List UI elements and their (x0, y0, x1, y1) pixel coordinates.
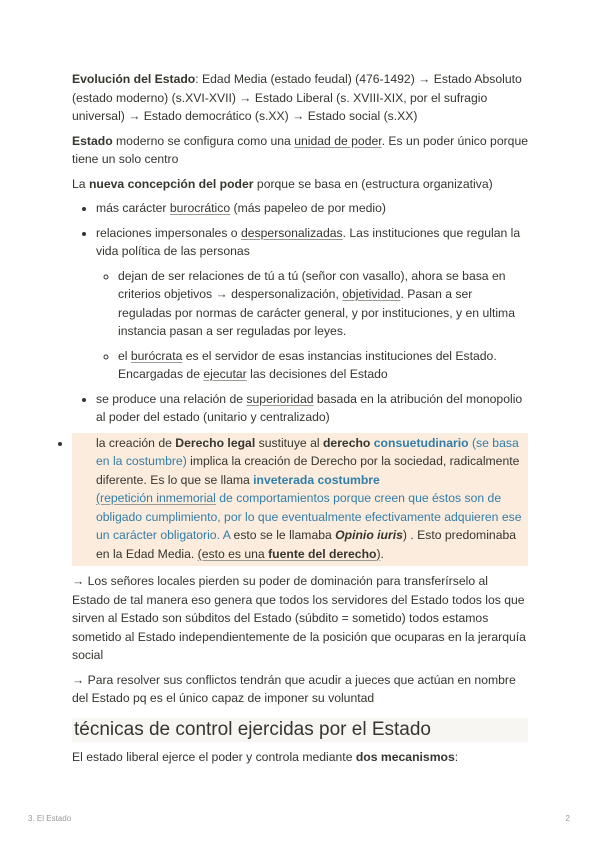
underlined-text: despersonalizadas (240, 225, 343, 240)
text: más carácter (96, 201, 170, 215)
footer-document-title: 3. El Estado (28, 814, 72, 823)
list-item-superioridad (96, 390, 528, 427)
sub-item-relaciones (118, 267, 528, 341)
document-page (72, 70, 528, 772)
footer-page-number: 2 (565, 814, 570, 823)
text: moderno se configura como una (112, 133, 295, 148)
text: : Edad Media (estado feudal) (476-1492) → Estado Absoluto (estado moderno) (s.XVI-XVII) → Estado Liberal (s. XVIII-XIX, por el sufragio universal) → Estado democrático (s.XX) → Estado social (s.XX) (72, 72, 522, 123)
text: esto se le llamaba (230, 528, 336, 542)
text: basada en la atribución del monopolio al poder del estado (unitario y centralizado) (96, 391, 523, 424)
bold-text: derecho (322, 435, 371, 450)
blue-bold-text: inveterada costumbre (253, 472, 380, 487)
bold-text: dos mecanismos (355, 749, 455, 764)
text: . Pasan a ser reguladas por normas de carácter general, y por instituciones, y en ultima instancia pasan a ser reguladas por leyes. (118, 287, 515, 338)
paragraph-senores-locales: → Los señores locales pierden su poder de dominación para transferírselo al Estado de tal manera eso genera que todos los servidores del Estado todos los que sirven al Estado son súbditos del Estado (súbdito = sometido) todos estamos sometido al Estado independientemente de la posición que ocuparas en la jerarquía social (72, 574, 526, 662)
underlined-text: ) (376, 546, 381, 561)
blue-text: (se basa en la costumbre) (96, 435, 519, 468)
underlined-text: objetividad (342, 287, 401, 301)
blue-underlined-text: (repetición inmemorial (96, 491, 216, 505)
underlined-text: unidad de poder (294, 133, 382, 148)
text: El estado liberal ejerce el poder y controla mediante (72, 749, 356, 764)
paragraph-evolucion (72, 70, 528, 126)
underlined-text: burocrático (169, 201, 231, 215)
sub-list (96, 267, 528, 384)
text: la creación de (96, 435, 176, 450)
paragraph-nueva-concepcion (72, 175, 528, 194)
text: implica la creación de Derecho por la sociedad, radicalmente diferente. Es lo que se llama (96, 454, 520, 487)
text: dejan de ser relaciones de tú a tú (señor con vasallo), ahora se basa en criterios objetivos → despersonalización, (118, 268, 506, 301)
paragraph-estado-moderno (72, 132, 528, 169)
underlined-bold-text: fuente del derecho (268, 546, 377, 561)
underlined-text: (esto es una (197, 546, 269, 561)
text: porque se basa en (estructura organizativa) (253, 176, 493, 191)
section-heading: técnicas de control ejercidas por el Estado (72, 718, 528, 742)
text: La (72, 176, 89, 191)
underlined-text: burócrata (130, 348, 183, 363)
text: ) . Esto predominaba en la Edad Media. (96, 528, 517, 561)
text: . Las instituciones que regulan la vida política de las personas (96, 225, 521, 258)
text: sustituye al (255, 435, 323, 450)
text: es el servidor de esas instancias instituciones del Estado. Encargadas de (118, 348, 497, 381)
text: se produce una relación de (96, 391, 247, 406)
bold-text: Estado (72, 133, 113, 148)
text: . (380, 546, 384, 561)
text: el (118, 348, 131, 363)
text: las decisiones del Estado (246, 367, 388, 381)
text: . Es un poder único porque tiene un solo centro (72, 133, 529, 166)
blue-bold-text: consuetudinario (373, 435, 469, 450)
underlined-text: superioridad (246, 391, 314, 406)
bold-text: Evolución del Estado (72, 72, 196, 86)
paragraph-mecanismos (72, 748, 528, 767)
bold-text: nueva concepción del poder (88, 176, 254, 191)
text: relaciones impersonales o (96, 225, 241, 240)
list-item-burocratico (96, 199, 528, 218)
bullet-list (72, 199, 528, 566)
list-item-impersonales (96, 224, 528, 384)
bold-italic-text: Opinio iuris (335, 528, 403, 542)
list-item-derecho-legal-highlighted (72, 433, 528, 567)
text: (más papeleo de por medio) (230, 201, 386, 215)
sub-item-burocrata (118, 347, 528, 384)
bold-text: Derecho legal (175, 435, 256, 450)
text: : (454, 749, 459, 764)
blue-text: de comportamientos porque creen que éstos son de obligado cumplimiento, por lo que eventualmente efectivamente adquieren ese un carácter obligatorio. A (96, 491, 522, 542)
underlined-text: ejecutar (203, 367, 247, 381)
paragraph-conflictos: → Para resolver sus conflictos tendrán que acudir a jueces que actúan en nombre del Estado pq es el único capaz de imponer su voluntad (72, 672, 516, 705)
